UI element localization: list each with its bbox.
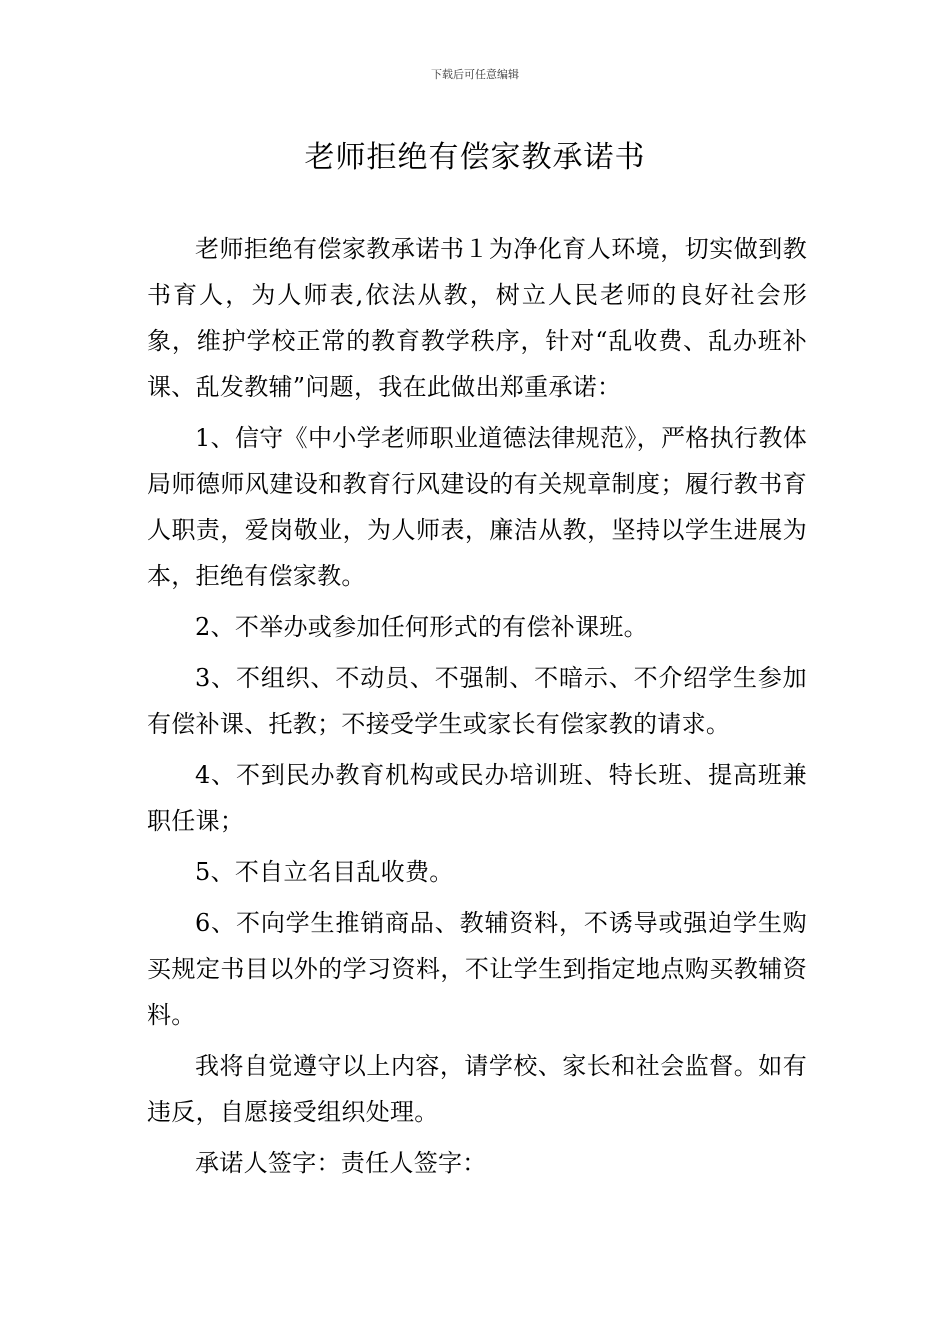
closing-paragraph: 我将自觉遵守以上内容，请学校、家长和社会监督。如有违反，自愿接受组织处理。 — [147, 1052, 807, 1126]
document-body — [147, 226, 807, 1191]
commitment-item-5: 5、不自立名目乱收费。 — [195, 858, 454, 886]
signature-line: 承诺人签字：责任人签字： — [195, 1149, 487, 1177]
intro-paragraph: 老师拒绝有偿家教承诺书１为净化育人环境，切实做到教书育人，为人师表,依法从教，树立人民老师的良好社会形象，维护学校正常的教育教学秩序，针对“乱收费、乱办班补课、乱发教辅”问题，我在此做出郑重承诺： — [147, 235, 807, 401]
document-title: 老师拒绝有偿家教承诺书 — [304, 140, 646, 175]
commitment-item-4: 4、不到民办教育机构或民办培训班、特长班、提高班兼职任课； — [147, 761, 807, 835]
commitment-item-1: 1、信守《中小学老师职业道德法律规范》，严格执行教体局师德师风建设和教育行风建设的有关规章制度；履行教书育人职责，爱岗敬业，为人师表，廉洁从教，坚持以学生进展为本，拒绝有偿家教。 — [147, 424, 807, 590]
header-note: 下载后可任意编辑 — [431, 68, 519, 81]
commitment-item-2: 2、不举办或参加任何形式的有偿补课班。 — [195, 613, 648, 641]
commitment-item-3: 3、不组织、不动员、不强制、不暗示、不介绍学生参加有偿补课、托教；不接受学生或家长有偿家教的请求。 — [147, 664, 807, 738]
commitment-item-6: 6、不向学生推销商品、教辅资料，不诱导或强迫学生购买规定书目以外的学习资料，不让学生到指定地点购买教辅资料。 — [147, 909, 807, 1029]
